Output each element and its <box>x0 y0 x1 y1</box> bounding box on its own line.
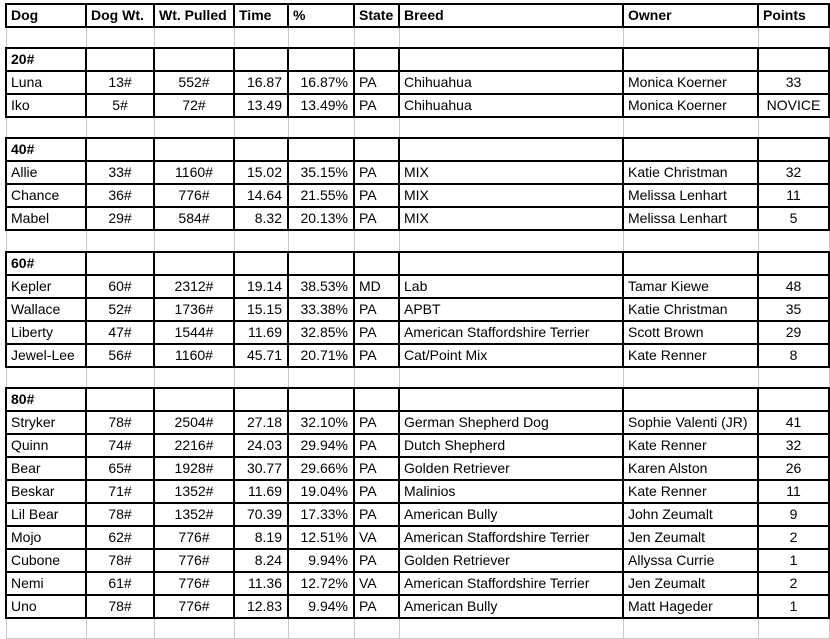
spacer-row <box>6 367 829 388</box>
cell-breed: MIX <box>399 207 623 230</box>
cell-percent: 21.55% <box>288 184 354 207</box>
blank-cell-state <box>354 618 399 639</box>
header-row <box>6 4 829 27</box>
table-row <box>6 321 829 344</box>
cell-owner: John Zeumalt <box>623 503 758 526</box>
cell-wt-pulled: 776# <box>154 184 234 207</box>
blank-cell-wt-pulled <box>154 230 234 251</box>
cell-wt-pulled: 1352# <box>154 480 234 503</box>
section-empty-cell-time <box>234 252 288 275</box>
spreadsheet-area <box>5 3 830 614</box>
cell-breed: Chihuahua <box>399 71 623 94</box>
blank-cell-percent <box>288 367 354 388</box>
blank-cell-points <box>758 117 829 138</box>
section-empty-cell-wt-pulled <box>154 48 234 71</box>
cell-breed: MIX <box>399 184 623 207</box>
blank-cell-wt-pulled <box>154 618 234 639</box>
cell-state: VA <box>354 572 399 595</box>
cell-wt-pulled: 1160# <box>154 161 234 184</box>
cell-state: PA <box>354 595 399 618</box>
cell-dog: Kepler <box>6 275 86 298</box>
cell-state: PA <box>354 161 399 184</box>
cell-dog: Luna <box>6 71 86 94</box>
section-empty-cell-breed <box>399 252 623 275</box>
cell-owner: Melissa Lenhart <box>623 184 758 207</box>
cell-dog-wt: 36# <box>86 184 154 207</box>
column-header-wt-pulled: Wt. Pulled <box>154 4 234 27</box>
blank-cell-owner <box>623 117 758 138</box>
cell-owner: Tamar Kiewe <box>623 275 758 298</box>
cell-dog: Wallace <box>6 298 86 321</box>
cell-owner: Kate Renner <box>623 480 758 503</box>
blank-cell-points <box>758 230 829 251</box>
cell-owner: Kate Renner <box>623 434 758 457</box>
blank-cell-points <box>758 367 829 388</box>
section-empty-cell-dog-wt <box>86 48 154 71</box>
blank-cell-wt-pulled <box>154 117 234 138</box>
blank-cell-points <box>758 618 829 639</box>
blank-cell-wt-pulled <box>154 367 234 388</box>
cell-points: NOVICE <box>758 94 829 117</box>
blank-cell-points <box>758 27 829 48</box>
section-header-row <box>6 388 829 411</box>
cell-points: 11 <box>758 184 829 207</box>
spacer-row <box>6 230 829 251</box>
cell-wt-pulled: 776# <box>154 526 234 549</box>
cell-wt-pulled: 1736# <box>154 298 234 321</box>
section-empty-cell-percent <box>288 252 354 275</box>
column-header-dog: Dog <box>6 4 86 27</box>
cell-owner: Melissa Lenhart <box>623 207 758 230</box>
blank-cell-time <box>234 618 288 639</box>
table-row <box>6 298 829 321</box>
section-header-row <box>6 138 829 161</box>
section-empty-cell-wt-pulled <box>154 252 234 275</box>
blank-cell-dog <box>6 230 86 251</box>
cell-points: 11 <box>758 480 829 503</box>
cell-breed: Malinios <box>399 480 623 503</box>
cell-points: 48 <box>758 275 829 298</box>
cell-points: 5 <box>758 207 829 230</box>
cell-points: 32 <box>758 161 829 184</box>
cell-state: PA <box>354 184 399 207</box>
section-empty-cell-points <box>758 48 829 71</box>
blank-cell-dog-wt <box>86 117 154 138</box>
cell-percent: 12.51% <box>288 526 354 549</box>
cell-wt-pulled: 584# <box>154 207 234 230</box>
cell-owner: Jen Zeumalt <box>623 526 758 549</box>
cell-dog: Mojo <box>6 526 86 549</box>
section-label: 60# <box>6 252 86 275</box>
cell-breed: Golden Retriever <box>399 549 623 572</box>
cell-wt-pulled: 1352# <box>154 503 234 526</box>
blank-cell-time <box>234 27 288 48</box>
section-empty-cell-percent <box>288 388 354 411</box>
cell-points: 26 <box>758 457 829 480</box>
cell-owner: Katie Christman <box>623 298 758 321</box>
cell-wt-pulled: 1928# <box>154 457 234 480</box>
cell-time: 15.02 <box>234 161 288 184</box>
cell-state: PA <box>354 549 399 572</box>
section-empty-cell-dog-wt <box>86 252 154 275</box>
cell-percent: 38.53% <box>288 275 354 298</box>
cell-points: 29 <box>758 321 829 344</box>
cell-percent: 33.38% <box>288 298 354 321</box>
cell-state: PA <box>354 321 399 344</box>
section-empty-cell-owner <box>623 138 758 161</box>
blank-cell-state <box>354 230 399 251</box>
cell-wt-pulled: 2504# <box>154 411 234 434</box>
section-empty-cell-wt-pulled <box>154 388 234 411</box>
cell-owner: Matt Hageder <box>623 595 758 618</box>
cell-time: 11.36 <box>234 572 288 595</box>
cell-breed: American Staffordshire Terrier <box>399 526 623 549</box>
cell-dog-wt: 74# <box>86 434 154 457</box>
cell-wt-pulled: 72# <box>154 94 234 117</box>
blank-cell-dog-wt <box>86 230 154 251</box>
cell-owner: Karen Alston <box>623 457 758 480</box>
cell-time: 12.83 <box>234 595 288 618</box>
cell-time: 13.49 <box>234 94 288 117</box>
blank-cell-dog-wt <box>86 27 154 48</box>
cell-dog-wt: 52# <box>86 298 154 321</box>
table-row <box>6 480 829 503</box>
cell-points: 8 <box>758 344 829 367</box>
table-row <box>6 595 829 618</box>
cell-dog-wt: 78# <box>86 411 154 434</box>
cell-wt-pulled: 776# <box>154 572 234 595</box>
section-empty-cell-state <box>354 48 399 71</box>
table-row <box>6 526 829 549</box>
table-row <box>6 549 829 572</box>
cell-state: PA <box>354 94 399 117</box>
column-header-percent: % <box>288 4 354 27</box>
cell-dog-wt: 47# <box>86 321 154 344</box>
cell-dog: Allie <box>6 161 86 184</box>
cell-state: PA <box>354 344 399 367</box>
cell-percent: 16.87% <box>288 71 354 94</box>
section-empty-cell-time <box>234 48 288 71</box>
cell-dog: Nemi <box>6 572 86 595</box>
section-empty-cell-points <box>758 388 829 411</box>
section-empty-cell-owner <box>623 388 758 411</box>
blank-cell-percent <box>288 27 354 48</box>
cell-dog-wt: 65# <box>86 457 154 480</box>
cell-dog: Stryker <box>6 411 86 434</box>
cell-owner: Sophie Valenti (JR) <box>623 411 758 434</box>
spacer-row <box>6 618 829 639</box>
cell-state: MD <box>354 275 399 298</box>
blank-cell-time <box>234 367 288 388</box>
cell-owner: Monica Koerner <box>623 71 758 94</box>
cell-owner: Kate Renner <box>623 344 758 367</box>
cell-percent: 17.33% <box>288 503 354 526</box>
cell-wt-pulled: 2312# <box>154 275 234 298</box>
column-header-owner: Owner <box>623 4 758 27</box>
cell-dog: Bear <box>6 457 86 480</box>
cell-state: PA <box>354 207 399 230</box>
section-label: 40# <box>6 138 86 161</box>
blank-cell-dog <box>6 618 86 639</box>
cell-state: VA <box>354 526 399 549</box>
cell-time: 11.69 <box>234 480 288 503</box>
cell-dog: Lil Bear <box>6 503 86 526</box>
cell-percent: 35.15% <box>288 161 354 184</box>
cell-state: PA <box>354 298 399 321</box>
cell-points: 32 <box>758 434 829 457</box>
blank-cell-breed <box>399 27 623 48</box>
blank-cell-time <box>234 230 288 251</box>
section-empty-cell-state <box>354 138 399 161</box>
cell-dog: Liberty <box>6 321 86 344</box>
cell-dog: Iko <box>6 94 86 117</box>
spacer-row <box>6 27 829 48</box>
cell-percent: 13.49% <box>288 94 354 117</box>
column-header-points: Points <box>758 4 829 27</box>
cell-breed: German Shepherd Dog <box>399 411 623 434</box>
table-row <box>6 71 829 94</box>
cell-dog-wt: 78# <box>86 595 154 618</box>
cell-time: 27.18 <box>234 411 288 434</box>
cell-dog: Beskar <box>6 480 86 503</box>
section-empty-cell-time <box>234 138 288 161</box>
cell-points: 2 <box>758 572 829 595</box>
cell-points: 1 <box>758 595 829 618</box>
cell-dog-wt: 62# <box>86 526 154 549</box>
cell-dog: Chance <box>6 184 86 207</box>
cell-time: 8.24 <box>234 549 288 572</box>
blank-cell-time <box>234 117 288 138</box>
blank-cell-owner <box>623 367 758 388</box>
blank-cell-percent <box>288 230 354 251</box>
cell-time: 24.03 <box>234 434 288 457</box>
section-label: 80# <box>6 388 86 411</box>
section-empty-cell-dog-wt <box>86 138 154 161</box>
cell-time: 16.87 <box>234 71 288 94</box>
blank-cell-breed <box>399 117 623 138</box>
cell-breed: Lab <box>399 275 623 298</box>
cell-percent: 32.10% <box>288 411 354 434</box>
blank-cell-owner <box>623 618 758 639</box>
table-row <box>6 184 829 207</box>
cell-dog-wt: 61# <box>86 572 154 595</box>
cell-time: 8.19 <box>234 526 288 549</box>
cell-state: PA <box>354 71 399 94</box>
cell-state: PA <box>354 503 399 526</box>
cell-breed: MIX <box>399 161 623 184</box>
section-empty-cell-breed <box>399 48 623 71</box>
table-row <box>6 411 829 434</box>
table-row <box>6 94 829 117</box>
section-label: 20# <box>6 48 86 71</box>
section-header-row <box>6 252 829 275</box>
section-empty-cell-owner <box>623 48 758 71</box>
blank-cell-state <box>354 27 399 48</box>
cell-wt-pulled: 1544# <box>154 321 234 344</box>
section-empty-cell-percent <box>288 138 354 161</box>
table-row <box>6 457 829 480</box>
cell-percent: 20.13% <box>288 207 354 230</box>
cell-percent: 12.72% <box>288 572 354 595</box>
cell-dog-wt: 5# <box>86 94 154 117</box>
column-header-dog-wt: Dog Wt. <box>86 4 154 27</box>
cell-dog-wt: 71# <box>86 480 154 503</box>
blank-cell-dog <box>6 117 86 138</box>
table-row <box>6 207 829 230</box>
blank-cell-owner <box>623 27 758 48</box>
cell-dog: Cubone <box>6 549 86 572</box>
cell-percent: 9.94% <box>288 595 354 618</box>
cell-breed: American Staffordshire Terrier <box>399 572 623 595</box>
blank-cell-breed <box>399 618 623 639</box>
cell-points: 9 <box>758 503 829 526</box>
cell-state: PA <box>354 411 399 434</box>
cell-breed: American Staffordshire Terrier <box>399 321 623 344</box>
cell-state: PA <box>354 434 399 457</box>
cell-owner: Allyssa Currie <box>623 549 758 572</box>
section-empty-cell-points <box>758 138 829 161</box>
cell-dog: Mabel <box>6 207 86 230</box>
cell-time: 45.71 <box>234 344 288 367</box>
cell-time: 8.32 <box>234 207 288 230</box>
cell-wt-pulled: 776# <box>154 595 234 618</box>
cell-wt-pulled: 1160# <box>154 344 234 367</box>
cell-wt-pulled: 776# <box>154 549 234 572</box>
cell-breed: Cat/Point Mix <box>399 344 623 367</box>
cell-owner: Katie Christman <box>623 161 758 184</box>
blank-cell-dog <box>6 367 86 388</box>
blank-cell-breed <box>399 230 623 251</box>
cell-time: 30.77 <box>234 457 288 480</box>
cell-state: PA <box>354 457 399 480</box>
cell-dog-wt: 56# <box>86 344 154 367</box>
section-empty-cell-points <box>758 252 829 275</box>
column-header-time: Time <box>234 4 288 27</box>
section-empty-cell-wt-pulled <box>154 138 234 161</box>
section-empty-cell-state <box>354 252 399 275</box>
cell-wt-pulled: 552# <box>154 71 234 94</box>
cell-owner: Jen Zeumalt <box>623 572 758 595</box>
cell-breed: American Bully <box>399 595 623 618</box>
cell-dog-wt: 78# <box>86 549 154 572</box>
cell-owner: Scott Brown <box>623 321 758 344</box>
results-table <box>5 3 830 639</box>
cell-owner: Monica Koerner <box>623 94 758 117</box>
blank-cell-owner <box>623 230 758 251</box>
blank-cell-dog-wt <box>86 618 154 639</box>
cell-points: 33 <box>758 71 829 94</box>
section-empty-cell-percent <box>288 48 354 71</box>
blank-cell-state <box>354 367 399 388</box>
cell-percent: 32.85% <box>288 321 354 344</box>
table-row <box>6 572 829 595</box>
cell-breed: American Bully <box>399 503 623 526</box>
cell-state: PA <box>354 480 399 503</box>
section-empty-cell-breed <box>399 138 623 161</box>
cell-dog-wt: 78# <box>86 503 154 526</box>
cell-time: 14.64 <box>234 184 288 207</box>
cell-breed: Chihuahua <box>399 94 623 117</box>
blank-cell-dog-wt <box>86 367 154 388</box>
table-row <box>6 503 829 526</box>
cell-percent: 20.71% <box>288 344 354 367</box>
cell-points: 41 <box>758 411 829 434</box>
section-empty-cell-time <box>234 388 288 411</box>
cell-breed: Dutch Shepherd <box>399 434 623 457</box>
blank-cell-breed <box>399 367 623 388</box>
table-row <box>6 161 829 184</box>
blank-cell-percent <box>288 618 354 639</box>
cell-dog: Quinn <box>6 434 86 457</box>
cell-wt-pulled: 2216# <box>154 434 234 457</box>
section-empty-cell-dog-wt <box>86 388 154 411</box>
column-header-breed: Breed <box>399 4 623 27</box>
section-empty-cell-breed <box>399 388 623 411</box>
section-header-row <box>6 48 829 71</box>
cell-points: 35 <box>758 298 829 321</box>
cell-dog-wt: 29# <box>86 207 154 230</box>
cell-dog-wt: 60# <box>86 275 154 298</box>
section-empty-cell-owner <box>623 252 758 275</box>
table-row <box>6 275 829 298</box>
table-row <box>6 434 829 457</box>
cell-dog-wt: 13# <box>86 71 154 94</box>
cell-dog-wt: 33# <box>86 161 154 184</box>
cell-time: 70.39 <box>234 503 288 526</box>
cell-dog: Jewel-Lee <box>6 344 86 367</box>
cell-time: 11.69 <box>234 321 288 344</box>
blank-cell-percent <box>288 117 354 138</box>
cell-points: 1 <box>758 549 829 572</box>
spacer-row <box>6 117 829 138</box>
cell-dog: Uno <box>6 595 86 618</box>
cell-time: 19.14 <box>234 275 288 298</box>
cell-percent: 29.94% <box>288 434 354 457</box>
blank-cell-wt-pulled <box>154 27 234 48</box>
blank-cell-dog <box>6 27 86 48</box>
cell-breed: APBT <box>399 298 623 321</box>
section-empty-cell-state <box>354 388 399 411</box>
blank-cell-state <box>354 117 399 138</box>
cell-percent: 9.94% <box>288 549 354 572</box>
cell-percent: 19.04% <box>288 480 354 503</box>
cell-percent: 29.66% <box>288 457 354 480</box>
cell-points: 2 <box>758 526 829 549</box>
table-row <box>6 344 829 367</box>
cell-breed: Golden Retriever <box>399 457 623 480</box>
cell-time: 15.15 <box>234 298 288 321</box>
column-header-state: State <box>354 4 399 27</box>
